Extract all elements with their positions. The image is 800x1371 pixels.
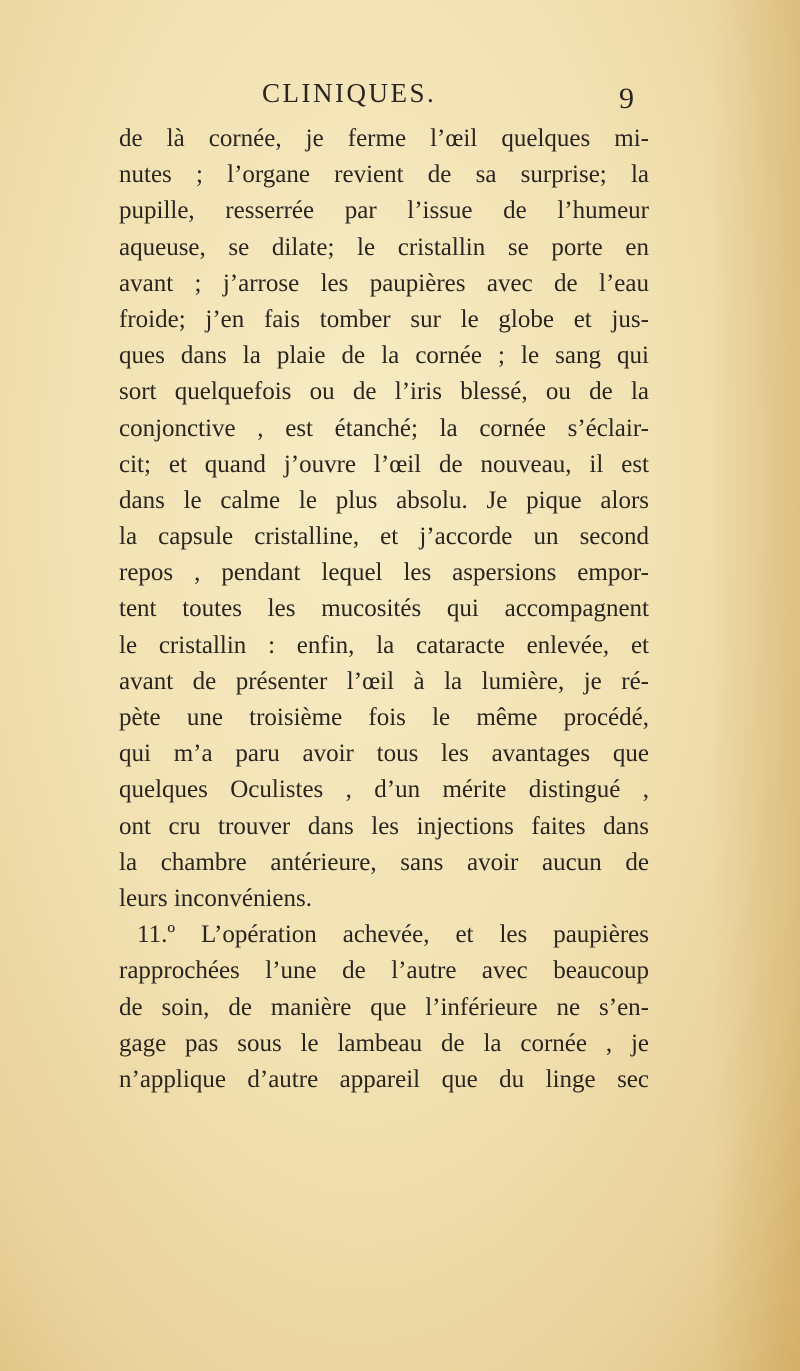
text-line: pupille, resserrée par l’issue de l’humeur — [119, 197, 649, 225]
text-line: de soin, de manière que l’inférieure ne s’en- — [119, 993, 649, 1021]
text-line: de là cornée, je ferme l’œil quelques mi- — [119, 125, 649, 152]
text-line: leurs inconvéniens. — [119, 884, 313, 912]
text-line: repos , pendant lequel les aspersions empor- — [119, 559, 649, 587]
text-line: quelques Oculistes , d’un mérite distingué , — [119, 776, 649, 804]
text-line: nutes ; l’organe revient de sa surprise; la — [119, 161, 649, 189]
text-line: conjonctive , est étanché; la cornée s’éclair- — [119, 414, 649, 442]
page-edge-stain — [710, 0, 800, 1371]
paragraph-2 — [119, 917, 649, 1098]
text-line: tent toutes les mucosités qui accompagnent — [119, 595, 649, 623]
running-title: CLINIQUES. — [262, 78, 437, 108]
body-text — [119, 121, 649, 1098]
text-line: rapprochées l’une de l’autre avec beaucoup — [119, 957, 649, 985]
text-line: la chambre antérieure, sans avoir aucun de — [119, 848, 649, 876]
text-line: avant de présenter l’œil à la lumière, je ré- — [119, 667, 649, 695]
text-line: pète une troisième fois le même procédé, — [119, 704, 649, 731]
text-line: froide; j’en fais tomber sur le globe et jus- — [119, 305, 649, 333]
page-number: 9 — [619, 82, 634, 115]
text-line: ques dans la plaie de la cornée ; le sang qui — [119, 342, 649, 370]
text-line: qui m’a paru avoir tous les avantages que — [119, 740, 649, 768]
text-line: la capsule cristalline, et j’accorde un second — [119, 523, 649, 551]
text-line: cit; et quand j’ouvre l’œil de nouveau, il est — [119, 450, 649, 478]
paragraph-1 — [119, 121, 649, 917]
text-line: n’applique d’autre appareil que du linge sec — [119, 1065, 649, 1093]
page-header — [262, 78, 642, 118]
text-line: gage pas sous le lambeau de la cornée , je — [119, 1029, 649, 1057]
text-line: aqueuse, se dilate; le cristallin se porte en — [119, 233, 649, 261]
text-line: dans le calme le plus absolu. Je pique alors — [119, 486, 649, 514]
text-line: 11.º L’opération achevée, et les paupières — [137, 921, 649, 949]
text-line: avant ; j’arrose les paupières avec de l’eau — [119, 269, 649, 297]
text-line: sort quelquefois ou de l’iris blessé, ou de la — [119, 378, 649, 406]
text-line: le cristallin : enfin, la cataracte enlevée, et — [119, 631, 649, 659]
text-line: ont cru trouver dans les injections faites dans — [119, 812, 649, 840]
